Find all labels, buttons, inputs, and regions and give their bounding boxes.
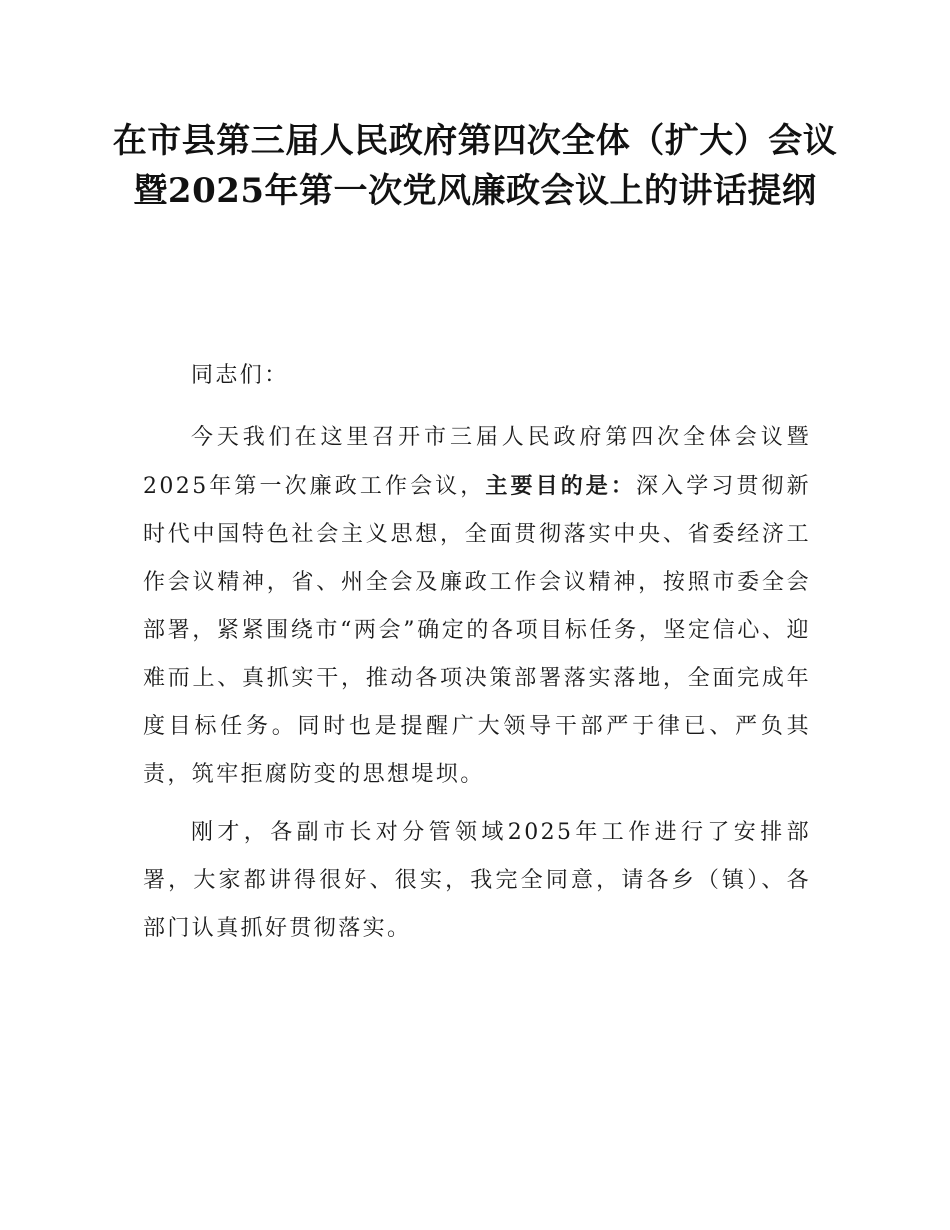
paragraph-intro [143, 414, 811, 799]
paragraph-intro-lead: 今天我们在这里召开市三届人民政府第四次全体会议暨2025年第一次廉政工作会议， [143, 425, 811, 499]
paragraph-intro-emphasis: 主要目的是： [485, 473, 636, 499]
paragraph-arrangement: 刚才，各副市长对分管领域2025年工作进行了安排部署，大家都讲得很好、很实，我完全同意，请各乡（镇）、各部门认真抓好贯彻落实。 [143, 820, 811, 941]
paragraph-intro-rest: 深入学习贯彻新时代中国特色社会主义思想，全面贯彻落实中央、省委经济工作会议精神，省、州全会及廉政工作会议精神，按照市委全会部署，紧紧围绕市“两会”确定的各项目标任务，坚定信心、迎难而上、真抓实干，推动各项决策部署落实落地，全面完成年度目标任务。同时也是提醒广大领导干部严于律已、严负其责，筑牢拒腐防变的思想堤坝。 [143, 474, 811, 787]
salutation: 同志们： [191, 363, 289, 388]
document-body [143, 352, 811, 963]
document-title: 在市县第三届人民政府第四次全体（扩大）会议暨2025年第一次党风廉政会议上的讲话提纲 [112, 121, 838, 211]
